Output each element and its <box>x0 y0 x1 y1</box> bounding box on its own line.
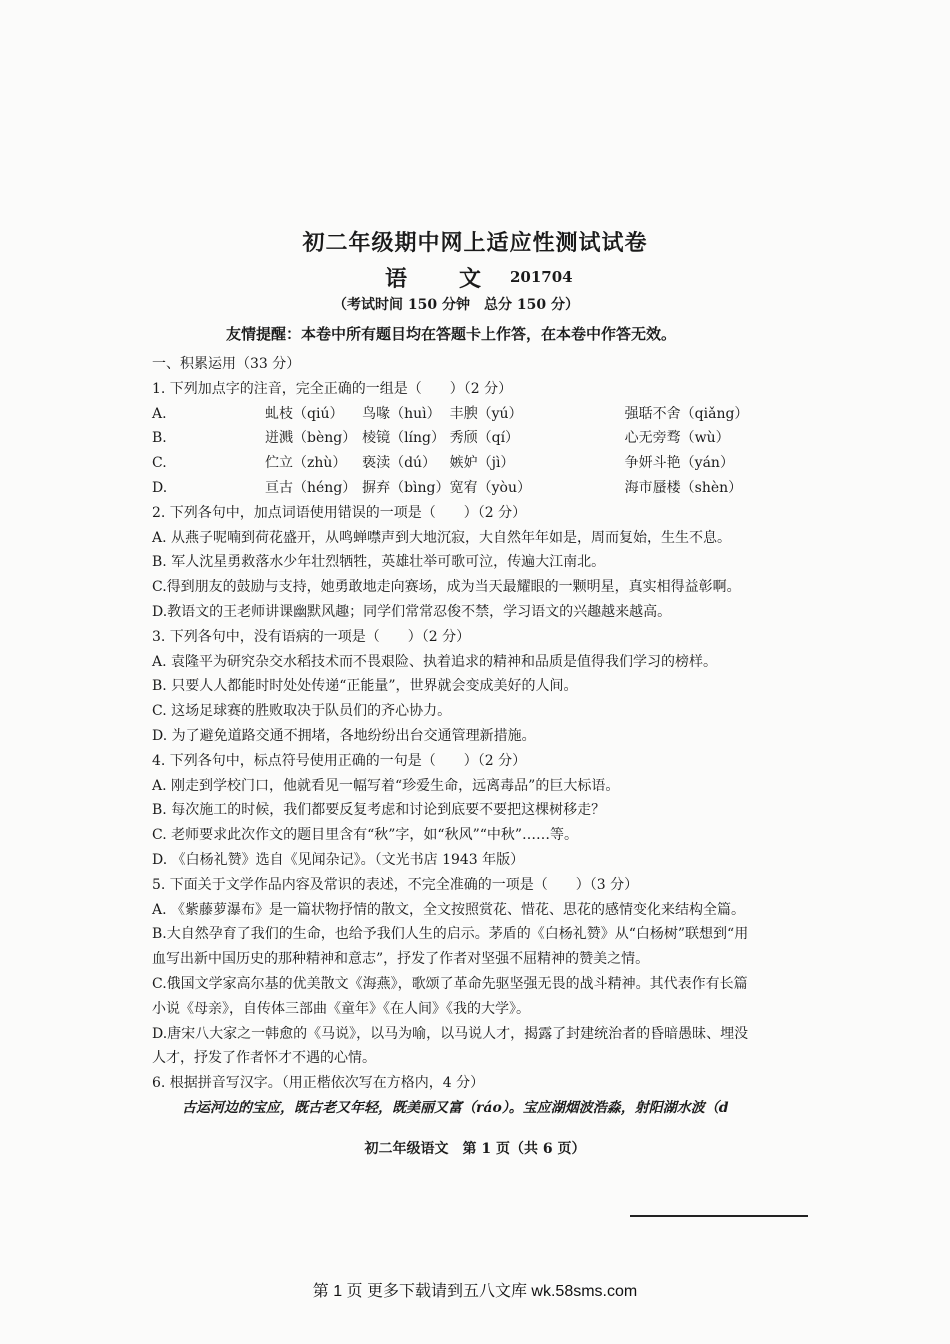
q5-option-b: B.大自然孕育了我们的生命，也给予我们人生的启示。茅盾的《白杨礼赞》从“白杨树”联想到“用血写出新中国历史的那种精神和意志”，抒发了作者对坚强不屈精神的赞美之情。 <box>152 926 749 968</box>
q3-option-c: C. 这场足球赛的胜败取决于队员们的齐心协力。 <box>152 703 452 720</box>
q3-option-b: B. 只要人人都能时时处处传递“正能量”，世界就会变成美好的人间。 <box>152 678 578 695</box>
page-footer: 初二年级语文 第 1 页（共 6 页） <box>364 1141 586 1157</box>
q4-option-a: A. 刚走到学校门口，他就看见一幅写着“珍爱生命，远离毒品”的巨大标语。 <box>152 777 620 794</box>
scan-rule-line <box>630 1215 808 1217</box>
q2-option-b: B. 军人沈星勇救落水少年壮烈牺牲，英雄壮举可歌可泣，传遍大江南北。 <box>152 554 606 571</box>
q1-option-a: A. 虬枝（qiú） 鸟喙（huì） 丰腴（yú） 强聒不舍（qiǎng） <box>152 405 749 422</box>
q3-option-a: A. 袁隆平为研究杂交水稻技术而不畏艰险、执着追求的精神和品质是值得我们学习的榜样。 <box>152 653 718 670</box>
q3-stem: 3. 下列各句中，没有语病的一项是（ ）（2 分） <box>152 628 471 645</box>
q6-passage: 古运河边的宝应，既古老又年轻，既美丽又富（ráo）。宝应湖烟波浩淼，射阳湖水波（d <box>182 1099 729 1116</box>
section-heading: 一、积累运用（33 分） <box>152 356 301 372</box>
q4-option-d: D. 《白杨礼赞》选自《见闻杂记》。（文光书店 1943 年版） <box>152 851 525 868</box>
subject-title <box>385 262 481 293</box>
q2-option-a: A. 从燕子呢喃到荷花盛开，从鸣蝉噤声到大地沉寂，大自然年年如是，周而复始，生生不息。 <box>152 529 732 546</box>
subject-char-1: 语 <box>385 266 408 292</box>
q4-option-c: C. 老师要求此次作文的题目里含有“秋”字，如“秋风”“中秋”……等。 <box>152 827 579 844</box>
q2-option-d: D.教语文的王老师讲课幽默风趣；同学们常常忍俊不禁，学习语文的兴趣越来越高。 <box>152 603 672 620</box>
q2-stem: 2. 下列各句中，加点词语使用错误的一项是（ ）（2 分） <box>152 504 527 521</box>
q1-stem: 1. 下列加点字的注音，完全正确的一组是（ ）（2 分） <box>152 380 513 397</box>
q4-option-b: B. 每次施工的时候，我们都要反复考虑和讨论到底要不要把这棵树移走？ <box>152 802 606 819</box>
download-note: 第 1 页 更多下载请到五八文库 wk.58sms.com <box>312 1283 638 1300</box>
exam-title: 初二年级期中网上适应性测试试卷 <box>302 230 648 256</box>
exam-info: （考试时间 150 分钟 总分 150 分） <box>333 297 579 313</box>
q6-stem: 6. 根据拼音写汉字。（用正楷依次写在方格内，4 分） <box>152 1075 485 1092</box>
q5-option-a: A. 《紫藤萝瀑布》是一篇状物抒情的散文，全文按照赏花、惜花、思花的感情变化来结构全篇。 <box>152 901 746 918</box>
q4-stem: 4. 下列各句中，标点符号使用正确的一句是（ ）（2 分） <box>152 752 527 769</box>
exam-code: 201704 <box>510 268 573 286</box>
q3-option-d: D. 为了避免道路交通不拥堵，各地纷纷出台交通管理新措施。 <box>152 727 536 744</box>
q5-option-d: D.唐宋八大家之一韩愈的《马说》，以马为喻，以马说人才，揭露了封建统治者的昏暗愚昧、埋没人才，抒发了作者怀才不遇的心情。 <box>152 1025 749 1067</box>
q2-option-c: C.得到朋友的鼓励与支持，她勇敢地走向赛场，成为当天最耀眼的一颗明星，真实相得益彰啊。 <box>152 579 741 596</box>
q1-option-d: D. 亘古（héng） 摒弃（bìng） 宽宥（yòu） 海市蜃楼（shèn） <box>152 479 743 496</box>
notice: 友情提醒：本卷中所有题目均在答题卡上作答，在本卷中作答无效。 <box>226 325 677 343</box>
q5-option-c: C.俄国文学家高尔基的优美散文《海燕》，歌颂了革命先驱坚强无畏的战斗精神。其代表作有长篇小说《母亲》，自传体三部曲《童年》《在人间》《我的大学》。 <box>152 975 748 1017</box>
subject-char-2: 文 <box>459 266 482 292</box>
q5-stem: 5. 下面关于文学作品内容及常识的表述，不完全准确的一项是（ ）（3 分） <box>152 876 639 893</box>
question-body <box>152 352 752 1121</box>
q1-option-b: B. 迸溅（bèng） 棱镜（líng） 秀颀（qí） 心无旁骛（wù） <box>152 430 730 447</box>
q1-option-c: C. 伫立（zhù） 亵渎（dú） 嫉妒（jì） 争妍斗艳（yán） <box>152 455 734 472</box>
